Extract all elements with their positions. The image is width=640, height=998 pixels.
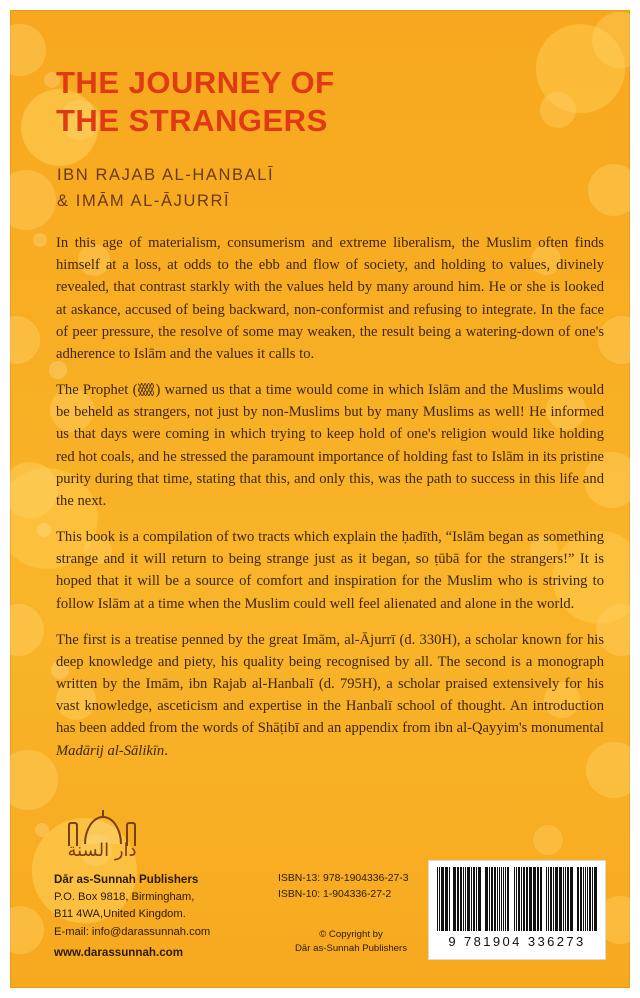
page-title-line-2: THE STRANGERS: [56, 102, 328, 138]
publisher-address-line1: P.O. Box 9818, Birmingham,: [54, 890, 195, 903]
isbn-block: [278, 871, 409, 902]
barcode-bars: [437, 867, 597, 931]
blurb-paragraph-2: [56, 379, 604, 512]
blurb-paragraph-3: This book is a compilation of two tracts which explain the ḥadīth, “Islām began as something strange and it will return to being strange just as it began, so ṭūbā for the strangers!” It is hoped that it will be a source of comfort and inspiration for the Muslim who is striving to follow Islām at a time when the Muslim could well feel alienated and alone in the world.: [56, 529, 604, 612]
publisher-address-line2: B11 4WA,United Kingdom.: [54, 908, 186, 921]
publisher-arabic-name: دار السنة: [67, 840, 137, 861]
isbn-13: ISBN-13: 978-1904336-27-3: [278, 873, 409, 884]
publisher-logo: [54, 816, 150, 868]
barcode: [428, 860, 606, 960]
barcode-digits: 9 781904 336273: [448, 934, 586, 949]
blurb-p2-after: ) warned us that a time would come in which Islām and the Muslims would be beheld as strangers, not just by non-Muslims but by many Muslims as well! He informed us that days were coming in which trying to keep hold of one's religion would like holding red hot coals, and he stressed the paramount importance of holding fast to Islām in its pristine purity during that time, stating that this, and only this, was the path to success in this life and the next.: [56, 382, 604, 509]
book-title-madarij: Madārij al-Sālikīn: [56, 742, 165, 759]
author-line-1: IBN RAJAB AL-HANBALĪ: [57, 166, 275, 184]
cover-background: [10, 10, 630, 988]
blurb-p2-before: The Prophet (: [56, 382, 138, 399]
authors: [57, 162, 597, 215]
blurb-paragraph-4: [56, 629, 604, 762]
page-title-line-1: THE JOURNEY OF: [56, 65, 335, 100]
page-title: [56, 64, 576, 140]
blurb-p4-a: The first is a treatise penned by the great Imām, al-Ājurrī (d. 330H), a scholar known for his deep knowledge and piety, his quality being recognised by all. The second is a monograph written by the Imām, ibn Rajab al-Hanbalī (d. 795H), a scholar praised extensively for his vast knowledge, asceticism and expertise in the Hanbalī school of thought. An introduction has been added from the words of Shāṭibī and an appendix from ibn al-Qayyim's monumental: [56, 631, 604, 737]
author-line-2: & IMĀM AL-ĀJURRĪ: [57, 192, 231, 211]
copyright-line-1: © Copyright by: [319, 929, 383, 940]
copyright-line-2: Dār as-Sunnah Publishers: [295, 942, 407, 954]
isbn-10: ISBN-10: 1-904336-27-2: [278, 888, 392, 900]
publisher-website[interactable]: www.darassunnah.com: [54, 946, 184, 959]
blurb-p4-b: .: [164, 742, 168, 759]
blurb-text: [56, 232, 604, 776]
salla-allahu-alayhi-wasallam-icon: [138, 383, 154, 396]
blurb-paragraph-1: In this age of materialism, consumerism and extreme liberalism, the Muslim often finds himself at a loss, at odds to the ebb and flow of society, and holding to values, divinely revealed, that contrast starkly with the values held by many around him. He or she is looked at askance, accused of being backward, non-conformist and refusing to integrate. In the face of peer pressure, the resolve of some may weaken, the result being a watering-down of one's adherence to Islām and the values it calls to.: [56, 235, 604, 362]
publisher-email: E-mail: info@darassunnah.com: [54, 925, 211, 938]
publisher-details: [54, 871, 314, 941]
copyright-notice: [276, 928, 426, 956]
publisher-name: Dār as-Sunnah Publishers: [54, 873, 199, 886]
